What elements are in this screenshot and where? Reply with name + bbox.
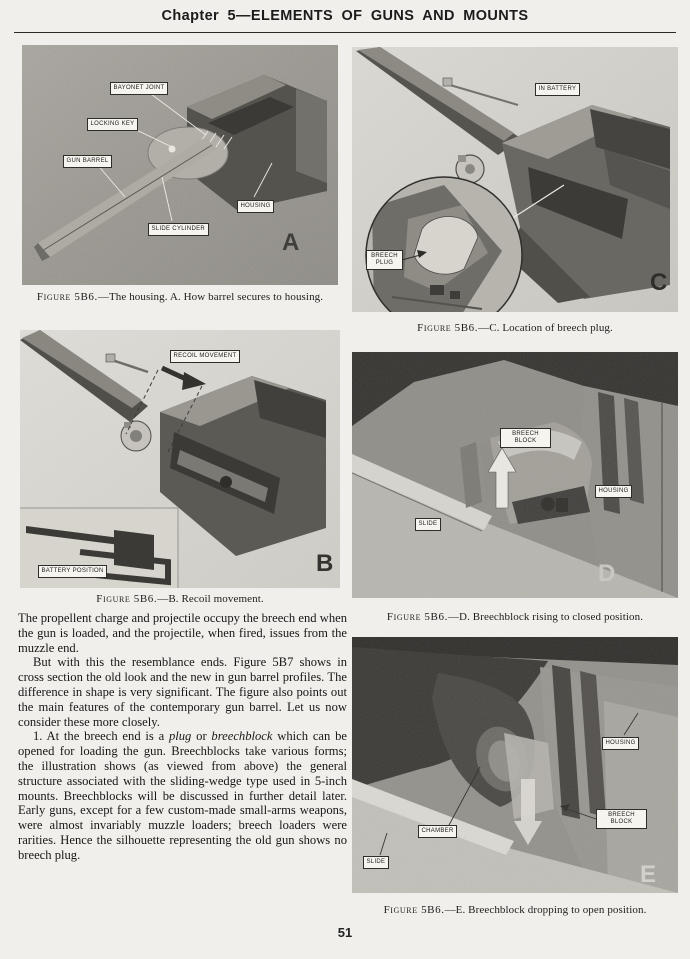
body-text-column xyxy=(18,611,347,863)
figure-a-letter: A xyxy=(282,229,300,256)
caption-e-text: —E. Breechblock dropping to open position. xyxy=(444,904,647,916)
body-paragraph: But with this the resemblance ends. Figure 5B7 shows in cross section the old look and the new in gun barrel profiles. The difference in shape is very significant. The figure also points out the main features of the contemporary gun barrel. Let us now consider these more closely. xyxy=(18,655,347,729)
label-battery-position: BATTERY POSITION xyxy=(38,565,107,578)
figure-c-letter: C xyxy=(650,269,668,296)
figure-e xyxy=(352,637,678,893)
label-locking-key: LOCKING KEY xyxy=(87,118,138,131)
caption-b-lead: Figure 5B6. xyxy=(96,593,158,605)
figure-d-letter: D xyxy=(598,560,616,587)
label-breech-block-e: BREECH BLOCK xyxy=(596,809,647,829)
caption-d-lead: Figure 5B6. xyxy=(386,611,448,623)
caption-b-text: —B. Recoil movement. xyxy=(157,593,264,605)
figure-b xyxy=(20,330,340,588)
figure-e-letter: E xyxy=(640,861,657,888)
label-bayonet-joint: BAYONET JOINT xyxy=(110,82,168,95)
label-slide-e: SLIDE xyxy=(363,856,389,869)
caption-figure-e xyxy=(352,904,678,918)
caption-e-lead: Figure 5B6. xyxy=(383,904,445,916)
header-rule xyxy=(14,32,676,33)
figure-c-illustration xyxy=(352,47,678,312)
chapter-header: Chapter 5—ELEMENTS OF GUNS AND MOUNTS xyxy=(161,8,529,24)
caption-a-lead: Figure 5B6. xyxy=(36,291,98,303)
caption-figure-a xyxy=(22,291,338,305)
figure-c xyxy=(352,47,678,312)
label-breech-plug: BREECH PLUG xyxy=(366,250,403,270)
label-slide-d: SLIDE xyxy=(415,518,441,531)
label-chamber: CHAMBER xyxy=(418,825,457,838)
caption-figure-d xyxy=(352,611,678,625)
caption-c-lead: Figure 5B6. xyxy=(417,322,479,334)
figure-e-illustration xyxy=(352,637,678,893)
figure-a xyxy=(22,45,338,285)
figure-d xyxy=(352,352,678,598)
caption-figure-b xyxy=(20,593,340,607)
label-gun-barrel: GUN BARREL xyxy=(63,155,112,168)
figure-b-letter: B xyxy=(316,550,334,577)
label-recoil-movement: RECOIL MOVEMENT xyxy=(170,350,240,363)
body-paragraph: 1. At the breech end is a plug or breechblock which can be opened for loading the gun. Breechblocks take various forms; the illustration shows (as viewed from above) the general structure associated with the sliding-wedge type used in 5-inch mounts. Breechblocks will be discussed in further detail later. Early guns, except for a few custom-made small-arms weapons, were almost invariably muzzle loaders; breech loaders were rarities. Hence the silhouette representing the old gun shows no breech plug. xyxy=(18,729,347,862)
caption-a-text: —The housing. A. How barrel secures to housing. xyxy=(97,291,324,303)
body-paragraph: The propellent charge and projectile occupy the breech end when the gun is loaded, and the projectile, when fired, issues from the muzzle end. xyxy=(18,611,347,655)
figure-d-illustration xyxy=(352,352,678,598)
figure-b-illustration xyxy=(20,330,340,588)
label-in-battery: IN BATTERY xyxy=(535,83,580,96)
label-housing-e: HOUSING xyxy=(602,737,639,750)
label-housing-a: HOUSING xyxy=(237,200,274,213)
caption-figure-c xyxy=(352,322,678,336)
label-housing-d: HOUSING xyxy=(595,485,632,498)
caption-c-text: —C. Location of breech plug. xyxy=(478,322,613,334)
caption-d-text: —D. Breechblock rising to closed position. xyxy=(447,611,644,623)
page-number: 51 xyxy=(337,925,353,940)
label-slide-cylinder: SLIDE CYLINDER xyxy=(148,223,209,236)
label-breech-block-d: BREECH BLOCK xyxy=(500,428,551,448)
